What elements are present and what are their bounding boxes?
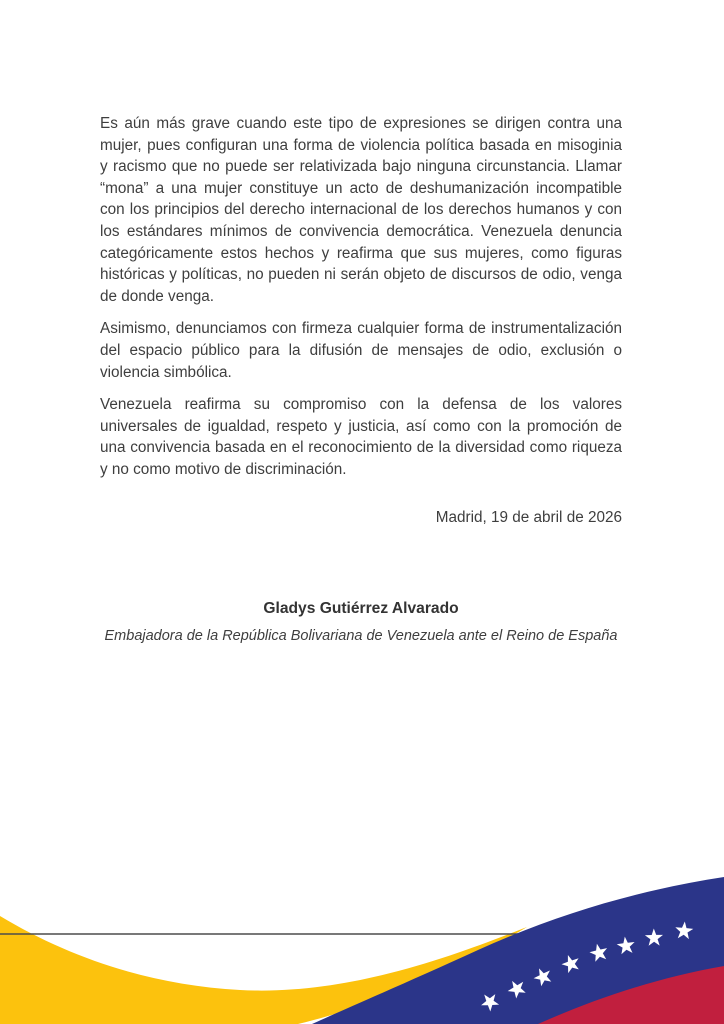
signature-block bbox=[100, 600, 622, 644]
footer-flag-graphic bbox=[0, 824, 724, 1024]
body-paragraph: Venezuela reafirma su compromiso con la defensa de los valores universales de igualdad, respeto y justicia, así como con la promoción de una convivencia basada en el reconocimiento de la diversidad como riqueza y no como motivo de discriminación. bbox=[100, 396, 622, 478]
dateline: Madrid, 19 de abril de 2026 bbox=[435, 508, 622, 526]
body-paragraph: Asimismo, denunciamos con firmeza cualquier forma de instrumentalización del espacio público para la difusión de mensajes de odio, exclusión o violencia simbólica. bbox=[100, 320, 622, 381]
letter-body bbox=[100, 113, 622, 644]
signatory-name: Gladys Gutiérrez Alvarado bbox=[263, 600, 459, 618]
body-paragraph: Es aún más grave cuando este tipo de expresiones se dirigen contra una mujer, pues configuran una forma de violencia política basada en misoginia y racismo que no puede ser relativizada bajo ninguna circunstancia. Llamar “mona” a una mujer constituye un acto de deshumanización incompatible con los principios del derecho internacional de los derechos humanos y con los estándares mínimos de convivencia democrática. Venezuela denuncia categóricamente estos hechos y reafirma que sus mujeres, como figuras históricas y políticas, no pueden ni serán objeto de discursos de odio, venga de donde venga. bbox=[100, 115, 622, 305]
signatory-title: Embajadora de la República Bolivariana de Venezuela ante el Reino de España bbox=[104, 628, 618, 645]
